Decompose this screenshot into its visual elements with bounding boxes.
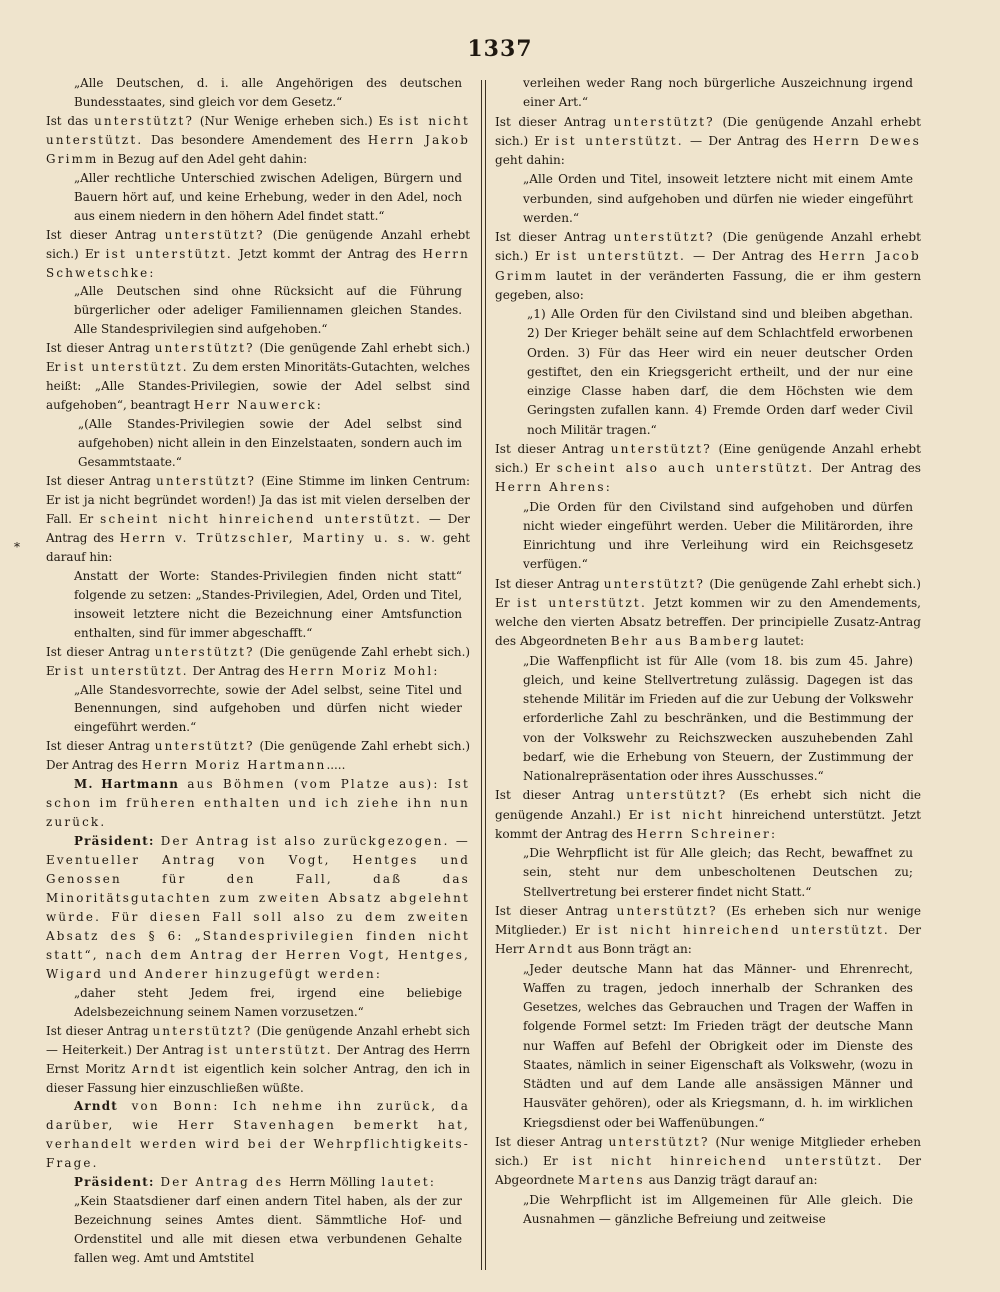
paragraph-text: Zu dem ersten Minoritäts-Gutachten, welches heißt: „Alle Standes-Privilegien, sowie der Adel selbst sind aufgehoben“, beantragt xyxy=(46,360,470,413)
paragraph xyxy=(495,440,921,498)
spaced-text: Martens xyxy=(578,1173,645,1188)
paragraph xyxy=(495,113,921,171)
right-column xyxy=(495,74,921,1229)
paragraph-text: (Eine Stimme im linken Centrum: Er ist ja nicht begründet worden!) Ja das ist mit vielen derselben der Fall. Er xyxy=(46,474,470,526)
paragraph-text: Ist dieser Antrag xyxy=(46,1023,153,1038)
spaced-text: ist unterstützt. xyxy=(64,360,189,375)
spaced-text: ist unterstützt. xyxy=(207,1042,333,1057)
paragraph-text: Ist dieser Antrag xyxy=(495,441,611,456)
paragraph-text: Ist dieser Antrag xyxy=(495,114,614,129)
paragraph xyxy=(46,643,470,681)
quote-paragraph xyxy=(46,681,470,738)
spaced-text: unterstützt? xyxy=(626,788,728,803)
paragraph-text: Ist dieser Antrag xyxy=(495,1134,609,1149)
spaced-text: Arndt xyxy=(131,1061,177,1076)
paragraph-text: Das besondere Amendement des xyxy=(143,132,368,147)
paragraph-text: — Der Antrag des xyxy=(683,133,813,148)
paragraph-text: Ist dieser Antrag xyxy=(495,576,604,591)
paragraph xyxy=(46,226,470,283)
paragraph-text: „1) Alle Orden für den Civilstand sind und bleiben abgethan. 2) Der Krieger behält seine auf dem Schlachtfeld erworbenen Orden. 3) Für das Heer wird ein neuer deutscher Orden gestiftet, den ein Kriegsgericht ertheilt, und der nur eine einzige Classe haben darf, die dem Höchsten wie dem Geringsten zufallen kann. 4) Fremde Orden darf weder Civil noch Militär tragen.“ xyxy=(527,307,913,437)
paragraph-text: (Die genügende Zahl erhebt sich.) Er xyxy=(495,576,921,610)
spaced-text: scheint also auch unterstützt. xyxy=(556,461,815,475)
spaced-text: scheint nicht hinreichend unterstützt. xyxy=(100,511,422,526)
paragraph-text: Ist dieser Antrag xyxy=(46,739,155,754)
paragraph xyxy=(46,737,470,775)
paragraph-text: aus Bonn trägt an: xyxy=(574,942,692,957)
spaced-text: unterstützt? xyxy=(152,1023,253,1038)
paragraph xyxy=(495,786,921,844)
paragraph-text: „Kein Staatsdiener darf einen andern Titel haben, als der zur Bezeichnung seines Amtes dient. Sämmtliche Hof- und Ordenstitel und alle mit diesen etwa verbundenen Gehalte fallen weg. Amt und Amtstitel xyxy=(74,1194,462,1266)
paragraph-text: (Eine genügende Anzahl erhebt sich.) Er xyxy=(495,441,921,475)
spaced-text: Herrn Schreiner: xyxy=(636,826,778,841)
quote-paragraph xyxy=(46,415,470,472)
spaced-text: aus Böhmen (vom Platze aus): Ist schon im früheren enthalten und ich ziehe ihn nun zurück. xyxy=(46,777,470,830)
spaced-text: ist unterstützt. xyxy=(105,246,233,261)
paragraph-text: „Alle Orden und Titel, insoweit letztere nicht mit einem Amte verbunden, sind aufgehoben und dürfen nie wieder eingeführt werden.“ xyxy=(523,172,913,225)
quote-paragraph xyxy=(495,498,921,575)
spaced-text: Herrn Ahrens: xyxy=(495,480,613,495)
spaced-text: unterstützt? xyxy=(603,576,706,591)
spaced-text: Herrn Jakob Grimm xyxy=(46,132,471,166)
spaced-text: Behr aus Bamberg xyxy=(610,634,761,649)
paragraph-text: Ist dieser Antrag xyxy=(495,903,617,918)
paragraph-text: „Die Orden für den Civilstand sind aufgehoben und dürfen nicht wieder eingeführt werden. Ueber die Militärorden, ihre Einrichtung und ihre Verleihung wird ein Reichsgesetz verfügen.“ xyxy=(523,499,913,572)
spaced-text: von Bonn: Ich nehme ihn zurück, da darüber, wie Herr Stavenhagen bemerkt hat, verhandelt werden wird bei der Wehrpflichtigkeits-Frage. xyxy=(46,1099,470,1171)
paragraph-text: Ist das xyxy=(46,113,95,128)
paragraph xyxy=(495,575,921,652)
paragraph-text: Ist dieser Antrag xyxy=(495,230,614,244)
paragraph-text: (Die genügende Anzahl erhebt sich.) Er xyxy=(495,230,921,264)
paragraph-text: (Nur wenige Mitglieder erheben sich.) Er xyxy=(495,1134,922,1168)
quote-paragraph xyxy=(46,282,470,339)
paragraph-text: Jetzt kommt der Antrag des xyxy=(232,246,423,261)
quote-paragraph xyxy=(495,305,921,440)
paragraph-text: (Die genügende Zahl erhebt sich.) Der Antrag des xyxy=(46,739,470,773)
paragraph xyxy=(46,112,470,169)
quote-paragraph xyxy=(46,1192,470,1268)
paragraph-text: (Die genügende Zahl erhebt sich.) Er xyxy=(46,341,470,375)
spaced-text: unterstützt? xyxy=(164,227,265,242)
page-number: 1337 xyxy=(467,36,533,62)
paragraph-text: Herrn Mölling xyxy=(289,1175,376,1190)
paragraph-text: Der Antrag des xyxy=(188,663,289,678)
spaced-text: unterstützt? xyxy=(156,474,257,489)
paragraph-text: „Alle Standesvorrechte, sowie der Adel selbst, seine Titel und Benennungen, sind aufgehoben und dürfen nicht wieder eingeführt werden.“ xyxy=(74,682,462,735)
spaced-text: ist unterstützt. xyxy=(555,133,684,148)
paragraph-text: Der Herr xyxy=(495,923,921,957)
paragraph-text: Ist dieser Antrag xyxy=(46,227,165,242)
spaced-text: unterstützt? xyxy=(94,113,195,128)
spaced-text: ist nicht hinreichend unterstützt. xyxy=(572,1154,884,1168)
paragraph-text: lautet in der veränderten Fassung, die er ihm gestern gegeben, also: xyxy=(495,268,921,302)
paragraph-text: aus Danzig trägt darauf an: xyxy=(644,1173,818,1188)
paragraph-text: „Die Wehrpflicht ist im Allgemeinen für Alle gleich. Die Ausnahmen — gänzliche Befreiung und zeitweise xyxy=(523,1192,913,1226)
paragraph-text: Ist dieser Antrag xyxy=(495,788,627,803)
quote-paragraph xyxy=(495,170,921,228)
quote-paragraph xyxy=(46,74,470,112)
paragraph-text: verleihen weder Rang noch bürgerliche Auszeichnung irgend einer Art.“ xyxy=(523,76,913,110)
quote-paragraph xyxy=(495,844,921,902)
paragraph-text: Der Antrag des xyxy=(814,461,922,475)
paragraph-text: (Nur Wenige erheben sich.) Es xyxy=(194,113,400,128)
spaced-text: unterstützt? xyxy=(610,441,712,456)
paragraph xyxy=(495,1133,921,1191)
spaced-text: Herrn Dewes xyxy=(812,133,922,148)
paragraph-text: (Die genügende Zahl erhebt sich.) Er xyxy=(46,644,470,678)
paragraph-text: geht dahin: xyxy=(495,153,565,167)
paragraph-text: ..... xyxy=(326,758,346,773)
column-divider xyxy=(481,80,486,1270)
spaced-text: Herrn Schwetschke: xyxy=(46,246,470,280)
paragraph-text: Jetzt kommen wir zu den Amendements, welche den vierten Absatz betreffen. Der principielle Zusatz-Antrag des Abgeordneten xyxy=(495,595,921,649)
paragraph-text: „daher steht Jedem frei, irgend eine beliebige Adelsbezeichnung seinem Namen vorzusetzen.“ xyxy=(74,985,462,1019)
paragraph-text: lautet: xyxy=(760,634,805,649)
spaced-text: ist unterstützt. xyxy=(64,663,189,678)
paragraph-text: „Die Wehrpflicht ist für Alle gleich; das Recht, bewaffnet zu sein, steht nur dem unbescholtenen Deutschen zu; Stellvertretung bei ersterer findet nicht Statt.“ xyxy=(523,846,913,899)
quote-paragraph xyxy=(495,74,921,113)
speaker-name: Arndt xyxy=(74,1099,118,1114)
spaced-text: ist unterstützt. xyxy=(517,595,647,610)
paragraph-text: Ist dieser Antrag xyxy=(46,474,157,489)
spaced-text: Der Antrag ist also zurückgezogen. — Eventueller Antrag von Vogt, Hentges und Genossen für den Fall, daß das Minoritätsgutachten zum zweiten Absatz abgelehnt würde. Für diesen Fall soll also zu dem zweiten Absatz des § 6: „Standesprivilegien finden nicht statt“, nach dem Antrag der Herren Vogt, Hentges, Wigard und Anderer hinzugefügt werden: xyxy=(46,834,470,981)
paragraph xyxy=(46,775,470,832)
quote-paragraph xyxy=(495,652,921,787)
spaced-text: ist nicht unterstützt. xyxy=(46,113,470,147)
paragraph-text: hinreichend unterstützt. Jetzt kommt der Antrag des xyxy=(495,807,921,841)
spaced-text: Herr Nauwerck: xyxy=(193,398,323,413)
spaced-text: Der Antrag des xyxy=(154,1175,290,1190)
paragraph-text: (Es erhebt sich nicht die genügende Anzahl.) Er xyxy=(495,788,921,822)
paragraph-text: „(Alle Standes-Privilegien sowie der Adel selbst sind aufgehoben) nicht allein in den Einzelstaaten, sondern auch im Gesammtstaate.“ xyxy=(78,417,462,470)
spaced-text: ist unterstützt. xyxy=(556,249,687,264)
paragraph-text: Anstatt der Worte: Standes-Privilegien finden nicht statt“ folgende zu setzen: „Standes-Privilegien, Adel, Orden und Titel, insoweit letztere nicht die Bezeichnung einer Amtsfunction enthalten, sind für immer abgeschafft.“ xyxy=(74,568,462,640)
paragraph xyxy=(46,832,470,984)
spaced-text: unterstützt? xyxy=(616,903,718,918)
paragraph-text: „Alle Deutschen, d. i. alle Angehörigen des deutschen Bundesstaates, sind gleich vor dem Gesetz.“ xyxy=(74,76,462,109)
paragraph xyxy=(495,228,921,305)
paragraph-text: Der Abgeordnete xyxy=(495,1154,921,1188)
paragraph-text: Der Antrag des Herrn Ernst Moritz xyxy=(46,1042,470,1076)
quote-paragraph xyxy=(46,984,470,1022)
spaced-text: unterstützt? xyxy=(608,1134,710,1149)
spaced-text: Arndt xyxy=(528,942,575,957)
paragraph xyxy=(46,472,470,567)
paragraph xyxy=(46,1097,470,1173)
spaced-text: unterstützt? xyxy=(154,341,255,356)
paragraph-text: geht darauf hin: xyxy=(46,530,471,564)
quote-paragraph xyxy=(495,1191,921,1230)
paragraph-text: „Aller rechtliche Unterschied zwischen Adeligen, Bürgern und Bauern hört auf, und keine Erhebung, weder in den Adel, noch aus einem niedern in den höhern Adel findet statt.“ xyxy=(74,170,462,223)
paragraph-text: (Die genügende Anzahl erhebt sich.) Er xyxy=(495,114,921,148)
quote-paragraph xyxy=(46,567,470,643)
spaced-text: Herrn Jacob Grimm xyxy=(495,249,921,283)
paragraph-text: (Die genügende Anzahl erhebt sich.) Er xyxy=(46,227,470,261)
spaced-text: Herrn Moriz Mohl: xyxy=(288,663,440,678)
spaced-text: ist nicht hinreichend unterstützt. xyxy=(598,923,890,937)
spaced-text: unterstützt? xyxy=(154,739,255,754)
margin-mark: * xyxy=(14,540,20,554)
paragraph xyxy=(46,1022,470,1098)
paragraph-text: in Bezug auf den Adel geht dahin: xyxy=(98,151,308,166)
paragraph-text: „Die Waffenpflicht ist für Alle (vom 18. bis zum 45. Jahre) gleich, und keine Stellvertretung zulässig. Dagegen ist das stehende Militär im Frieden auf die zur Uebung der Volkswehr erforderliche Zahl zu beschränken, und die Bestimmung der von der Volkswehr zu Reichszwecken auszuhebenden Zahl bedarf, wie die Erhebung von Steuern, der Zustimmung der Nationalrepräsentation oder ihres Ausschusses.“ xyxy=(523,653,913,783)
paragraph-text: „Jeder deutsche Mann hat das Männer- und Ehrenrecht, Waffen zu tragen, jedoch innerhalb der Schranken des Gesetzes, welches das Gebrauchen und Tragen der Waffen in folgende Formel setzt: Im Frieden trägt der deutsche Mann nur Waffen auf Befehl der Obrigkeit oder im Dienste des Staates, nämlich in seiner Eigenschaft als Volkswehr, (wozu in Städten und auf dem Lande alle ansässigen Männer und Hausväter gehören), oder als Kriegsmann, d. h. im wirklichen Kriegsdienst oder bei Waffenübungen.“ xyxy=(523,961,913,1130)
spaced-text: Herrn Moriz Hartmann xyxy=(141,758,327,773)
spaced-text: unterstützt? xyxy=(613,114,715,129)
paragraph-text: (Es erheben sich nur wenige Mitglieder.) Er xyxy=(495,903,922,937)
paragraph-text: Ist dieser Antrag xyxy=(46,644,155,659)
speaker-name: Präsident: xyxy=(74,1175,155,1190)
paragraph-text: — Der Antrag des xyxy=(46,511,470,545)
spaced-text: Herrn v. Trützschler, Martiny u. s. w. xyxy=(119,530,438,545)
paragraph xyxy=(495,902,921,960)
spaced-text: unterstützt? xyxy=(154,644,255,659)
speaker-name: M. Hartmann xyxy=(74,777,180,792)
spaced-text: ist nicht xyxy=(650,807,725,822)
speaker-name: Präsident: xyxy=(74,834,155,849)
paragraph-text: „Alle Deutschen sind ohne Rücksicht auf die Führung bürgerlicher oder adeliger Familiennamen gleichen Standes. Alle Standesprivilegien sind aufgehoben.“ xyxy=(74,284,462,337)
paragraph xyxy=(46,1173,470,1192)
spaced-text: lautet: xyxy=(375,1175,437,1190)
paragraph-text: Ist dieser Antrag xyxy=(46,341,155,356)
quote-paragraph xyxy=(46,169,470,226)
paragraph-text: (Die genügende Anzahl erhebt sich — Heiterkeit.) Der Antrag xyxy=(46,1023,470,1057)
left-column xyxy=(46,74,470,1268)
paragraph-text: — Der Antrag des xyxy=(686,249,819,264)
quote-paragraph xyxy=(495,960,921,1133)
spaced-text: unterstützt? xyxy=(613,230,715,244)
paragraph-text: ist eigentlich kein solcher Antrag, den ich in dieser Fassung hier einzuschließen wüßte. xyxy=(46,1061,470,1095)
paragraph xyxy=(46,339,470,415)
